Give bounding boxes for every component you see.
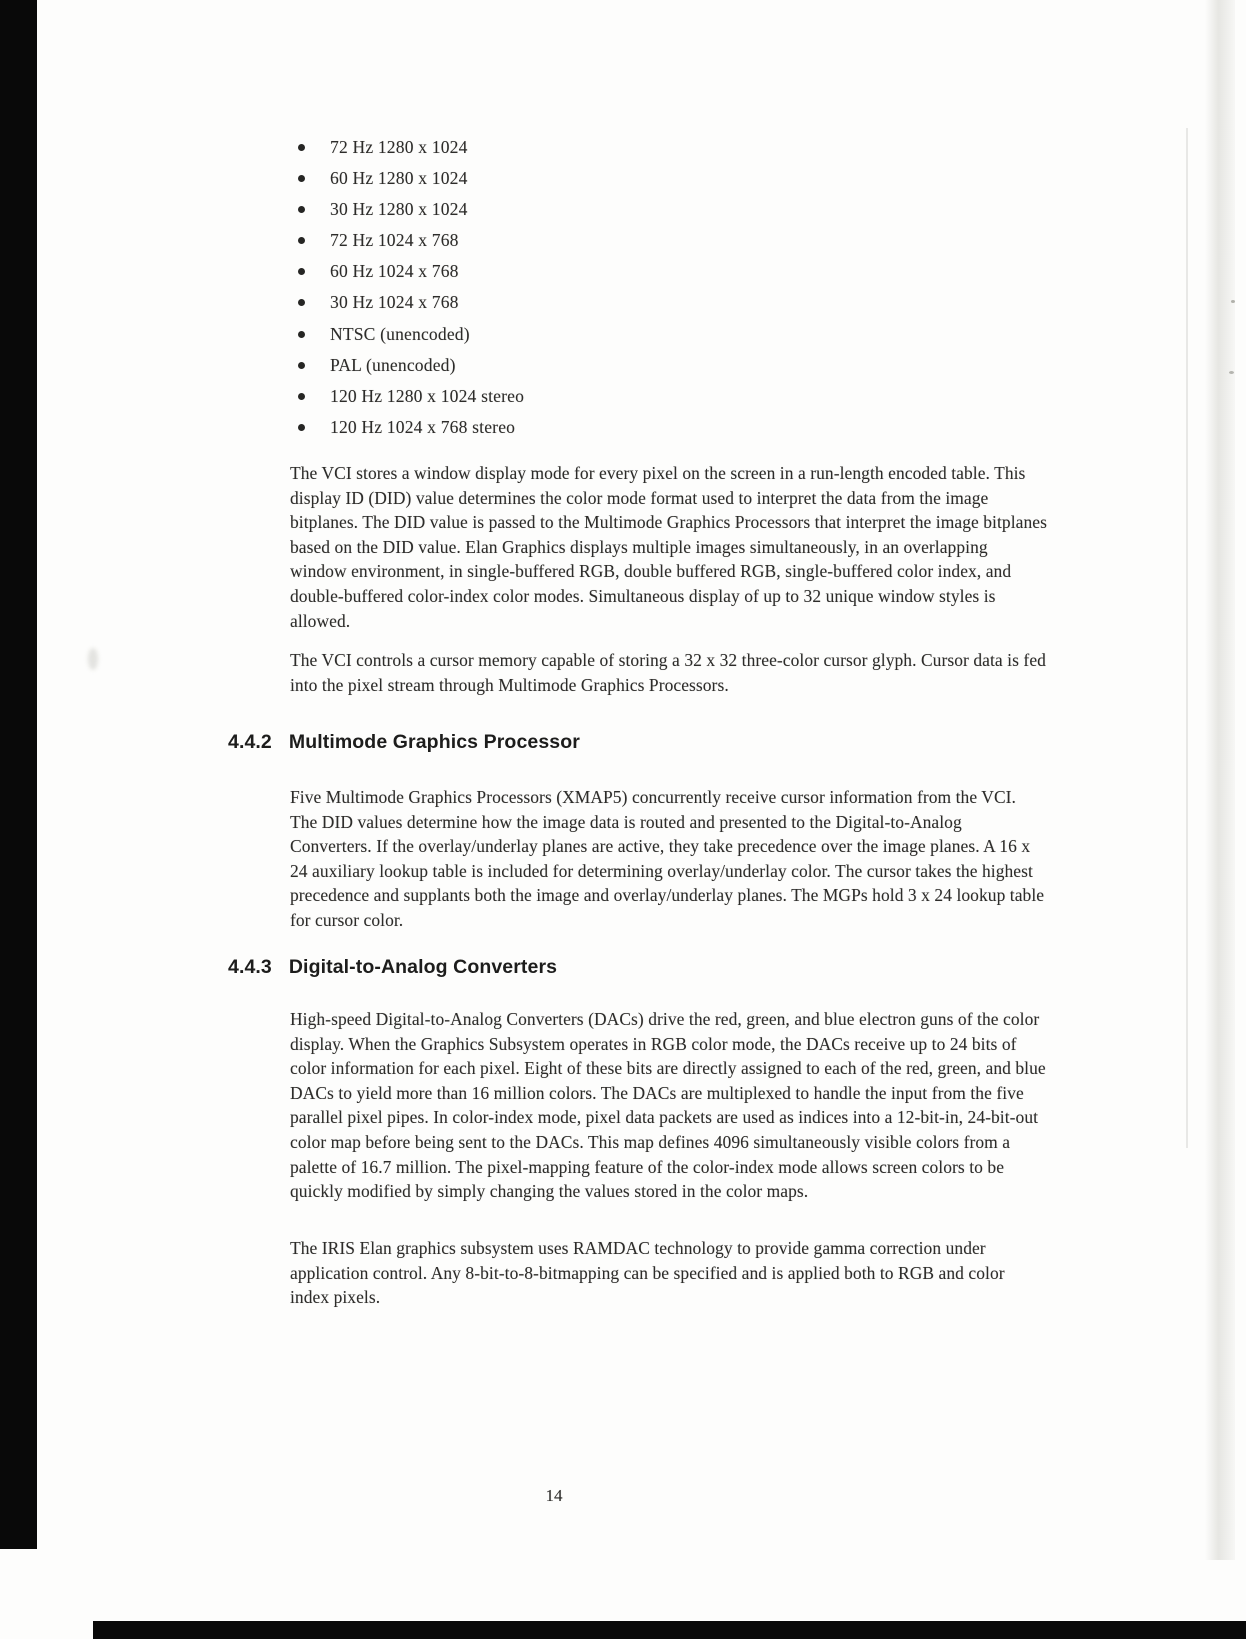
section-number: 4.4.3 [228, 956, 272, 978]
bullet-item: 30 Hz 1024 x 768 [297, 287, 524, 318]
section-heading-multimode-graphics-processor [228, 731, 580, 754]
paragraph-ramdac: The IRIS Elan graphics subsystem uses RAMDAC technology to provide gamma correction under application control. Any 8-bit-to-8-bitmapping can be specified and is applied both to RGB and color index pixels. [290, 1238, 1005, 1308]
page-number: 14 [545, 1486, 563, 1505]
bullet-item: 72 Hz 1280 x 1024 [297, 132, 524, 163]
bullet-item: 60 Hz 1280 x 1024 [297, 163, 524, 194]
paragraph-vci-display-modes: The VCI stores a window display mode for every pixel on the screen in a run-length encoded table. This display ID (DID) value determines the color mode format used to interpret the data from the image bitplanes. The DID value is passed to the Multimode Graphics Processors that interpret the image bitplanes based on the DID value. Elan Graphics displays multiple images simultaneously, in an overlapping window environment, in single-buffered RGB, double buffered RGB, single-buffered color index, and double-buffered color-index color modes. Simultaneous display of up to 32 unique window styles is allowed. [290, 463, 1047, 631]
bullet-item: 120 Hz 1024 x 768 stereo [297, 412, 524, 443]
scan-left-edge-bar [0, 0, 37, 1549]
bullet-item: 72 Hz 1024 x 768 [297, 225, 524, 256]
paragraph-vci-cursor-memory: The VCI controls a cursor memory capable of storing a 32 x 32 three-color cursor glyph. Cursor data is fed into the pixel stream through Multimode Graphics Processors. [290, 650, 1046, 695]
bullet-item: 30 Hz 1280 x 1024 [297, 194, 524, 225]
bullet-item: 60 Hz 1024 x 768 [297, 256, 524, 287]
paragraph-dacs: High-speed Digital-to-Analog Converters (DACs) drive the red, green, and blue electron guns of the color display. When the Graphics Subsystem operates in RGB color mode, the DACs receive up to 24 bits of color information for each pixel. Eight of these bits are directly assigned to each of the red, green, and blue DACs to yield more than 16 million colors. The DACs are multiplexed to handle the input from the five parallel pixel pipes. In color-index mode, pixel data packets are used as indices into a 12-bit-in, 24-bit-out color map before being sent to the DACs. This map defines 4096 simultaneously visible colors from a palette of 16.7 million. The pixel-mapping feature of the color-index mode allows screen colors to be quickly modified by simply changing the values stored in the color maps. [290, 1009, 1046, 1202]
scan-smudge [88, 648, 98, 670]
section-heading-digital-to-analog-converters [228, 956, 557, 979]
section-title: Multimode Graphics Processor [288, 731, 580, 753]
scan-bottom-edge-bar [93, 1621, 1246, 1639]
scan-speck [1229, 371, 1234, 374]
paragraph-multimode-graphics-processor: Five Multimode Graphics Processors (XMAP5) concurrently receive cursor information from the VCI. The DID values determine how the image data is routed and presented to the Digital-to-Analog Converters. If the overlay/underlay planes are active, they take precedence over the image planes. A 16 x 24 auxiliary lookup table is included for determining overlay/underlay color. The cursor takes the highest precedence and supplants both the image and overlay/underlay planes. The MGPs hold 3 x 24 lookup table for cursor color. [290, 787, 1045, 930]
section-title: Digital-to-Analog Converters [288, 956, 558, 978]
scan-speck [1231, 300, 1235, 303]
section-number: 4.4.2 [228, 731, 272, 753]
video-mode-list [297, 132, 524, 443]
bullet-item: PAL (unencoded) [297, 350, 524, 381]
bullet-item: NTSC (unencoded) [297, 319, 524, 350]
scan-vertical-line [1186, 128, 1188, 1148]
bullet-item: 120 Hz 1280 x 1024 stereo [297, 381, 524, 412]
scan-right-streak [1205, 0, 1235, 1560]
